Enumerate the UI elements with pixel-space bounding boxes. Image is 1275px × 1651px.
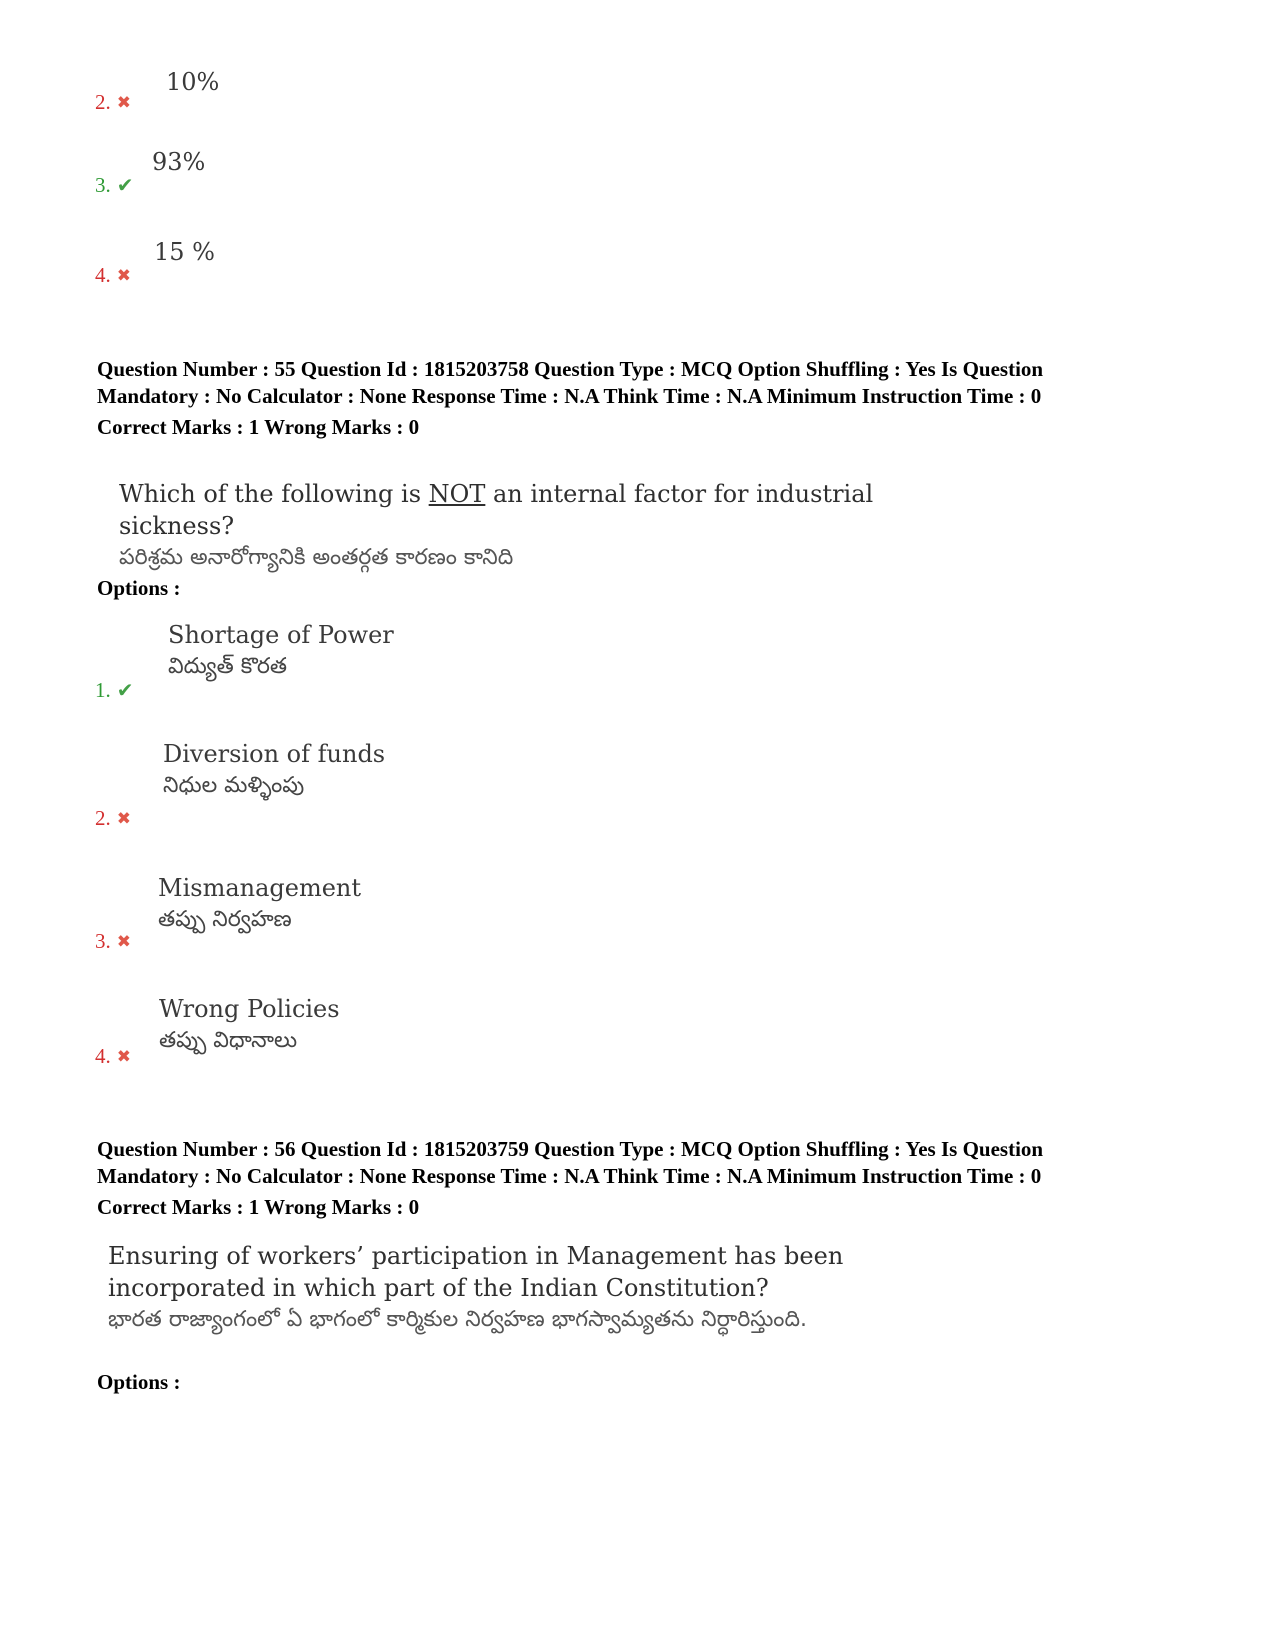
option-text-telugu: విద్యుత్ కొరత [168,654,288,679]
option-image [166,66,219,98]
option-image [168,619,394,683]
option-text-telugu: తప్పు విధానాలు [159,1028,298,1053]
option-image [163,738,385,802]
option-number-label: 3. [95,929,111,953]
option-text: Diversion of funds [163,740,386,768]
cross-icon: ✖ [116,932,131,952]
option-text: 93% [152,148,206,176]
option-image [159,993,340,1057]
option-number-label: 3. [95,173,111,197]
options-label: Options : [97,576,181,600]
question-text-part: Which of the following is [119,480,429,508]
option-number [95,1044,131,1069]
option-number [95,173,134,198]
cross-icon: ✖ [116,1047,131,1067]
check-icon: ✔ [116,678,134,702]
option-text: Wrong Policies [159,995,340,1023]
question-meta [97,1136,1207,1221]
option-image [154,236,215,268]
question-text-part: an internal factor for industrial [485,480,874,508]
question-text-telugu: పరిశ్రమ అనారోగ్యానికి అంతర్గత కారణం కానిది [119,545,514,570]
option-number [95,263,131,288]
meta-line: Mandatory : No Calculator : None Response Time : N.A Think Time : N.A Minimum Instruction Time : 0 [97,1164,1042,1188]
option-text: 10% [166,68,220,96]
option-number-label: 2. [95,806,111,830]
question-text-line: Ensuring of workers’ participation in Management has been [108,1242,844,1270]
option-number-label: 4. [95,263,111,287]
question-text [108,1240,843,1336]
meta-line: Question Number : 56 Question Id : 1815203759 Question Type : MCQ Option Shuffling : Yes Is Question [97,1137,1044,1161]
option-number [95,90,131,115]
option-image [158,872,361,936]
option-number-label: 1. [95,678,111,702]
meta-line: Mandatory : No Calculator : None Response Time : N.A Think Time : N.A Minimum Instruction Time : 0 [97,384,1042,408]
option-number-label: 2. [95,90,111,114]
option-text-telugu: నిధుల మళ్ళింపు [163,773,305,798]
cross-icon: ✖ [116,93,131,113]
marks-line: Correct Marks : 1 Wrong Marks : 0 [97,1195,420,1219]
question-text-line: incorporated in which part of the Indian Constitution? [108,1274,769,1302]
question-text-telugu: భారత రాజ్యాంగంలో ఏ భాగంలో కార్మికుల నిర్వహణ భాగస్వామ్యతను నిర్ధారిస్తుంది. [108,1307,807,1332]
option-number [95,806,131,831]
question-emphasis: NOT [428,480,486,508]
question-text [119,478,873,574]
option-text-telugu: తప్పు నిర్వహణ [158,907,292,932]
cross-icon: ✖ [116,266,131,286]
check-icon: ✔ [116,173,134,197]
cross-icon: ✖ [116,809,131,829]
option-number [95,678,134,703]
meta-line: Question Number : 55 Question Id : 1815203758 Question Type : MCQ Option Shuffling : Yes Is Question [97,357,1044,381]
option-text: 15 % [154,238,215,266]
option-text: Shortage of Power [168,621,394,649]
marks-line: Correct Marks : 1 Wrong Marks : 0 [97,415,420,439]
option-number [95,929,131,954]
question-text-line: sickness? [119,512,235,540]
option-text: Mismanagement [158,874,362,902]
question-meta [97,356,1207,441]
options-label: Options : [97,1370,181,1394]
option-number-label: 4. [95,1044,111,1068]
option-image [152,146,205,178]
